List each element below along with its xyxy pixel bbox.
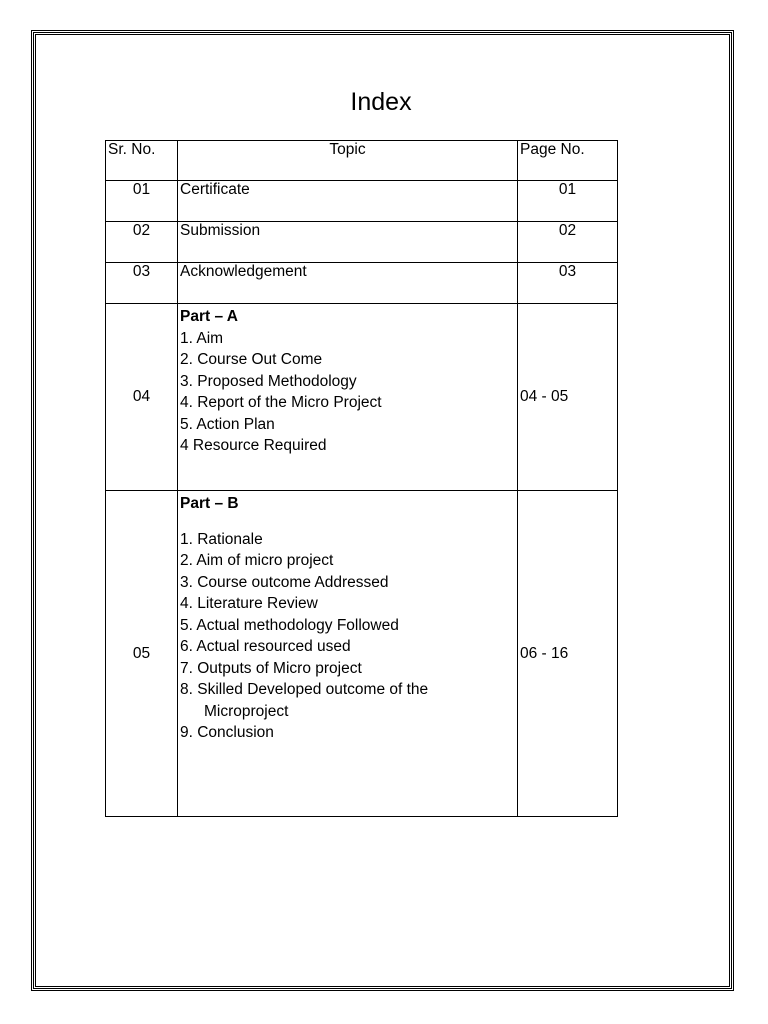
spacer: [180, 515, 515, 529]
row-page-no: 01: [518, 181, 618, 222]
row-sr-no: 03: [106, 263, 178, 304]
row-sr-no: 02: [106, 222, 178, 263]
list-item: 7. Outputs of Micro project: [180, 659, 362, 677]
index-table: [105, 140, 618, 817]
list-item: 4. Literature Review: [180, 595, 318, 612]
row-sr-no: 05: [106, 491, 178, 817]
list-item: 4. Report of the Micro Project: [180, 394, 382, 411]
list-item: 3. Proposed Methodology: [180, 372, 357, 390]
table-header-row: [106, 141, 618, 181]
list-item: 2. Aim of micro project: [180, 552, 334, 569]
row-page-no: 02: [518, 222, 618, 263]
list-item: 5. Action Plan: [180, 415, 275, 433]
list-item: 9. Conclusion: [180, 724, 274, 741]
list-item: 4 Resource Required: [180, 437, 327, 454]
header-topic: Topic: [178, 141, 518, 181]
list-item-continuation: Microproject: [204, 702, 289, 720]
header-sr-no: Sr. No.: [106, 141, 178, 181]
row-page-no: 04 - 05: [518, 304, 618, 491]
page-title: Index: [350, 88, 412, 116]
table-row-part-b: [106, 491, 618, 817]
part-a-title: Part – A: [180, 308, 239, 325]
list-item: 3. Course outcome Addressed: [180, 573, 389, 591]
row-sr-no: 01: [106, 181, 178, 222]
part-b-title: Part – B: [180, 495, 239, 512]
row-topic: Acknowledgement: [178, 263, 518, 304]
list-item: 6. Actual resourced used: [180, 638, 351, 655]
table-row: [106, 263, 618, 304]
row-topic: Submission: [178, 222, 518, 263]
row-topic: Certificate: [178, 181, 518, 222]
header-page-no: Page No.: [518, 141, 618, 181]
row-page-no: 06 - 16: [518, 491, 618, 817]
row-topic-part-b: [178, 491, 518, 817]
table-row-part-a: [106, 304, 618, 491]
row-sr-no: 04: [106, 304, 178, 491]
list-item: 1. Rationale: [180, 530, 263, 548]
list-item: 8. Skilled Developed outcome of the: [180, 681, 429, 698]
row-topic-part-a: [178, 304, 518, 491]
table-row: [106, 181, 618, 222]
list-item: 1. Aim: [180, 329, 224, 347]
table-row: [106, 222, 618, 263]
list-item: 5. Actual methodology Followed: [180, 616, 399, 634]
list-item: 2. Course Out Come: [180, 351, 323, 368]
row-page-no: 03: [518, 263, 618, 304]
